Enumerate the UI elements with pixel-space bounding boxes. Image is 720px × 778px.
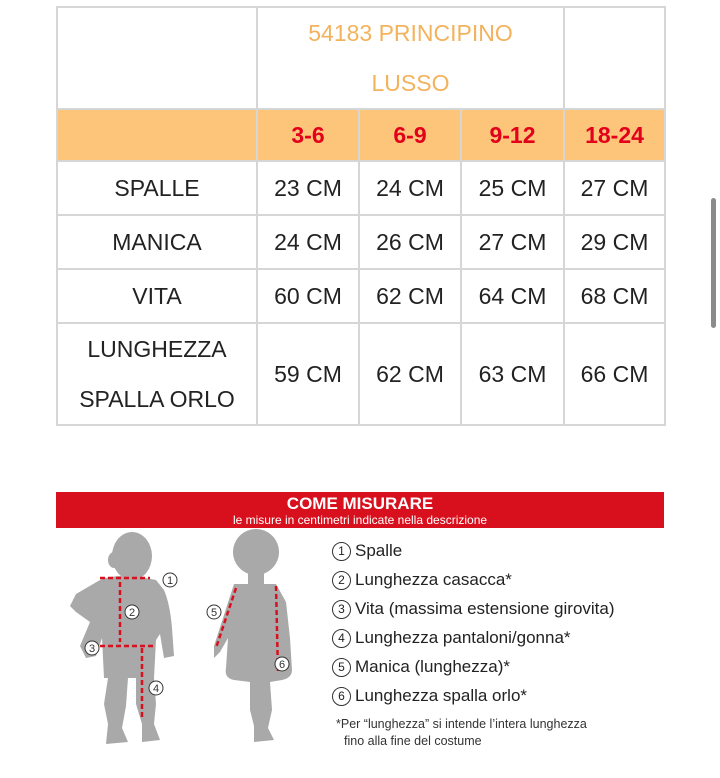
table-cell: 26 CM bbox=[359, 215, 461, 269]
number-circle-icon: 3 bbox=[332, 600, 351, 619]
back-child-figure bbox=[214, 529, 292, 742]
table-cell: 27 CM bbox=[461, 215, 564, 269]
table-cell: 24 CM bbox=[359, 161, 461, 215]
size-header-3-6: 3-6 bbox=[257, 109, 359, 161]
marker-4: 4 bbox=[152, 683, 160, 695]
size-table bbox=[56, 6, 666, 426]
table-cell: 27 CM bbox=[564, 161, 665, 215]
empty-title-cell bbox=[564, 7, 665, 109]
legend-item bbox=[332, 656, 615, 685]
table-cell: 66 CM bbox=[564, 323, 665, 425]
table-cell: 63 CM bbox=[461, 323, 564, 425]
table-cell: 24 CM bbox=[257, 215, 359, 269]
legend-text: Spalle bbox=[355, 541, 403, 560]
table-title-row bbox=[57, 7, 665, 109]
legend-text: Lunghezza spalla orlo* bbox=[355, 686, 528, 705]
table-cell: 64 CM bbox=[461, 269, 564, 323]
marker-6: 6 bbox=[278, 659, 286, 671]
legend-text: Lunghezza casacca* bbox=[355, 570, 512, 589]
table-row bbox=[57, 215, 665, 269]
table-cell: 62 CM bbox=[359, 323, 461, 425]
legend-item bbox=[332, 598, 615, 627]
legend-item bbox=[332, 627, 615, 656]
front-child-figure bbox=[70, 532, 174, 744]
legend-text: Lunghezza pantaloni/gonna* bbox=[355, 628, 571, 647]
product-title bbox=[257, 7, 564, 109]
table-cell: 62 CM bbox=[359, 269, 461, 323]
number-circle-icon: 6 bbox=[332, 687, 351, 706]
row-label-line1: LUNGHEZZA bbox=[87, 336, 227, 362]
guide-banner bbox=[56, 492, 664, 528]
legend-item bbox=[332, 685, 615, 714]
table-cell: 23 CM bbox=[257, 161, 359, 215]
legend-item bbox=[332, 540, 615, 569]
table-cell: 68 CM bbox=[564, 269, 665, 323]
legend-text: Vita (massima estensione girovita) bbox=[355, 599, 615, 618]
row-label-vita: VITA bbox=[57, 269, 257, 323]
guide-title: COME MISURARE bbox=[286, 494, 434, 513]
size-header-9-12: 9-12 bbox=[461, 109, 564, 161]
table-row bbox=[57, 161, 665, 215]
guide-subtitle: le misure in centimetri indicate nella descrizione bbox=[232, 513, 488, 527]
table-cell: 60 CM bbox=[257, 269, 359, 323]
measuring-guide bbox=[56, 492, 664, 764]
table-cell: 25 CM bbox=[461, 161, 564, 215]
table-row bbox=[57, 323, 665, 425]
measuring-figures bbox=[56, 528, 332, 764]
marker-5: 5 bbox=[210, 607, 218, 619]
guide-footnote bbox=[336, 716, 587, 750]
number-circle-icon: 4 bbox=[332, 629, 351, 648]
table-cell: 29 CM bbox=[564, 215, 665, 269]
header-empty-cell bbox=[57, 109, 257, 161]
legend-item bbox=[332, 569, 615, 598]
row-label-line2: SPALLA ORLO bbox=[79, 386, 235, 412]
number-circle-icon: 1 bbox=[332, 542, 351, 561]
product-title-line2: LUSSO bbox=[371, 70, 450, 96]
empty-corner-cell bbox=[57, 7, 257, 109]
footnote-line2: fino alla fine del costume bbox=[344, 734, 482, 748]
marker-1: 1 bbox=[166, 575, 174, 587]
size-header-6-9: 6-9 bbox=[359, 109, 461, 161]
size-header-row bbox=[57, 109, 665, 161]
row-label-spalle: SPALLE bbox=[57, 161, 257, 215]
size-header-18-24: 18-24 bbox=[564, 109, 665, 161]
marker-3: 3 bbox=[88, 643, 96, 655]
table-row bbox=[57, 269, 665, 323]
row-label-lunghezza bbox=[57, 323, 257, 425]
table-cell: 59 CM bbox=[257, 323, 359, 425]
row-label-manica: MANICA bbox=[57, 215, 257, 269]
marker-2: 2 bbox=[128, 607, 136, 619]
number-circle-icon: 2 bbox=[332, 571, 351, 590]
scrollbar[interactable] bbox=[711, 198, 716, 328]
legend-text: Manica (lunghezza)* bbox=[355, 657, 510, 676]
footnote-line1: *Per “lunghezza” si intende l’intera lunghezza bbox=[336, 717, 587, 731]
number-circle-icon: 5 bbox=[332, 658, 351, 677]
product-title-line1: 54183 PRINCIPINO bbox=[308, 20, 513, 46]
measure-legend bbox=[332, 540, 615, 714]
